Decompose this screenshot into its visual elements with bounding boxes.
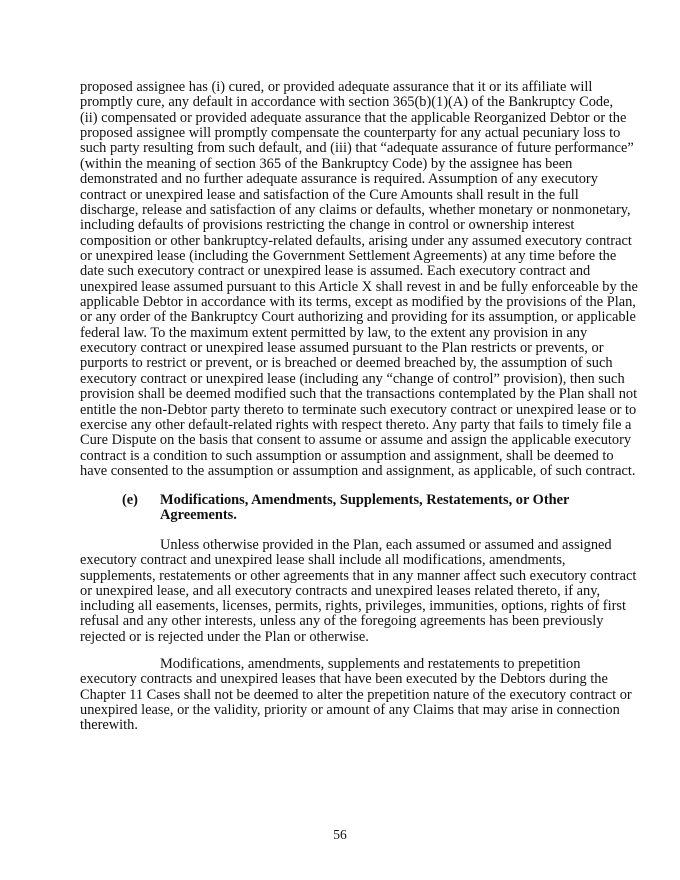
text-line: including all easements, licenses, permits, rights, privileges, immunities, options, rights of first [80, 598, 626, 615]
text-line: executory contract and unexpired lease shall include all modifications, amendments, [80, 552, 566, 569]
section-title-line: Modifications, Amendments, Supplements, Restatements, or Other [160, 492, 570, 508]
text-line: or any order of the Bankruptcy Court authorizing and providing for its assumption, or applicable [80, 309, 636, 326]
text-line: refusal and any other interests, unless any of the foregoing agreements has been previously [80, 613, 604, 630]
text-line: Unless otherwise provided in the Plan, each assumed or assumed and assigned [160, 537, 612, 553]
text-line: or unexpired lease (including the Government Settlement Agreements) at any time before the [80, 247, 617, 264]
text-line: proposed assignee has (i) cured, or provided adequate assurance that it or its affiliate will [80, 79, 593, 95]
text-line: such party resulting from such default, and (iii) that “adequate assurance of future performance” [80, 140, 634, 157]
text-line: contract or unexpired lease and satisfaction of the Cure Amounts shall result in the full [80, 186, 579, 203]
text-line: executory contract or unexpired lease assumed pursuant to the Plan restricts or prevents, or [80, 340, 604, 357]
section-title-line: Agreements. [160, 507, 237, 524]
text-line: discharge, release and satisfaction of any claims or defaults, whether monetary or nonmonetary, [80, 201, 631, 218]
page-number: 56 [333, 827, 347, 842]
text-line: composition or other bankruptcy-related defaults, arising under any assumed executory contract [80, 232, 632, 249]
text-line: federal law. To the maximum extent permitted by law, to the extent any provision in any [80, 324, 588, 341]
text-line: promptly cure, any default in accordance with section 365(b)(1)(A) of the Bankruptcy Code, [80, 94, 614, 111]
text-line: Cure Dispute on the basis that consent to assume or assume and assign the applicable executory [80, 432, 632, 449]
text-line: Chapter 11 Cases shall not be deemed to alter the prepetition nature of the executory contract or [80, 686, 632, 703]
text-line: exercise any other default-related rights with respect thereto. Any party that fails to timely file a [80, 416, 632, 433]
text-line: date such executory contract or unexpired lease is assumed. Each executory contract and [80, 263, 591, 280]
text-line: Modifications, amendments, supplements and restatements to prepetition [160, 656, 581, 672]
text-line: or unexpired lease, and all executory contracts and unexpired leases related thereto, if any, [80, 582, 601, 599]
text-line: applicable Debtor in accordance with its terms, except as modified by the provisions of the Plan, [80, 294, 636, 311]
text-line: entitle the non-Debtor party thereto to terminate such executory contract or unexpired lease or to [80, 401, 637, 418]
text-line: demonstrated and no further adequate assurance is required. Assumption of any executory [80, 171, 598, 188]
section-heading-e [122, 493, 652, 524]
text-line: therewith. [80, 717, 138, 734]
text-line: (ii) compensated or provided adequate assurance that the applicable Reorganized Debtor or the [80, 109, 627, 126]
text-line: have consented to the assumption or assumption and assignment, as applicable, of such contract. [80, 462, 636, 479]
text-line: executory contract or unexpired lease (including any “change of control” provision), then such [80, 370, 625, 387]
text-line: supplements, restatements or other agreements that in any manner affect such executory contract [80, 567, 637, 584]
text-line: contract is a condition to such assumption or assumption and assignment, shall be deemed to [80, 447, 614, 464]
text-line: executory contracts and unexpired leases that have been executed by the Debtors during the [80, 671, 608, 688]
paragraph-prepetition-modifications [80, 656, 632, 734]
text-line: including defaults of provisions restricting the change in control or ownership interest [80, 217, 575, 234]
text-line: unexpired lease, or the validity, priority or amount of any Claims that may arise in connection [80, 701, 620, 718]
text-line: rejected or is rejected under the Plan or otherwise. [80, 628, 369, 645]
text-line: (within the meaning of section 365 of the Bankruptcy Code) by the assignee has been [80, 155, 573, 172]
text-line: purports to restrict or prevent, or is breached or deemed breached by, the assumption of such [80, 355, 613, 372]
text-line: unexpired lease assumed pursuant to this Article X shall revest in and be fully enforceable by the [80, 278, 638, 295]
section-number: (e) [122, 492, 138, 508]
paragraph-cure-assumption [80, 79, 638, 479]
paragraph-modifications-included [80, 537, 637, 645]
text-line: provision shall be deemed modified such that the transactions contemplated by the Plan shall not [80, 386, 638, 403]
text-line: proposed assignee will promptly compensate the counterparty for any actual pecuniary loss to [80, 125, 621, 142]
